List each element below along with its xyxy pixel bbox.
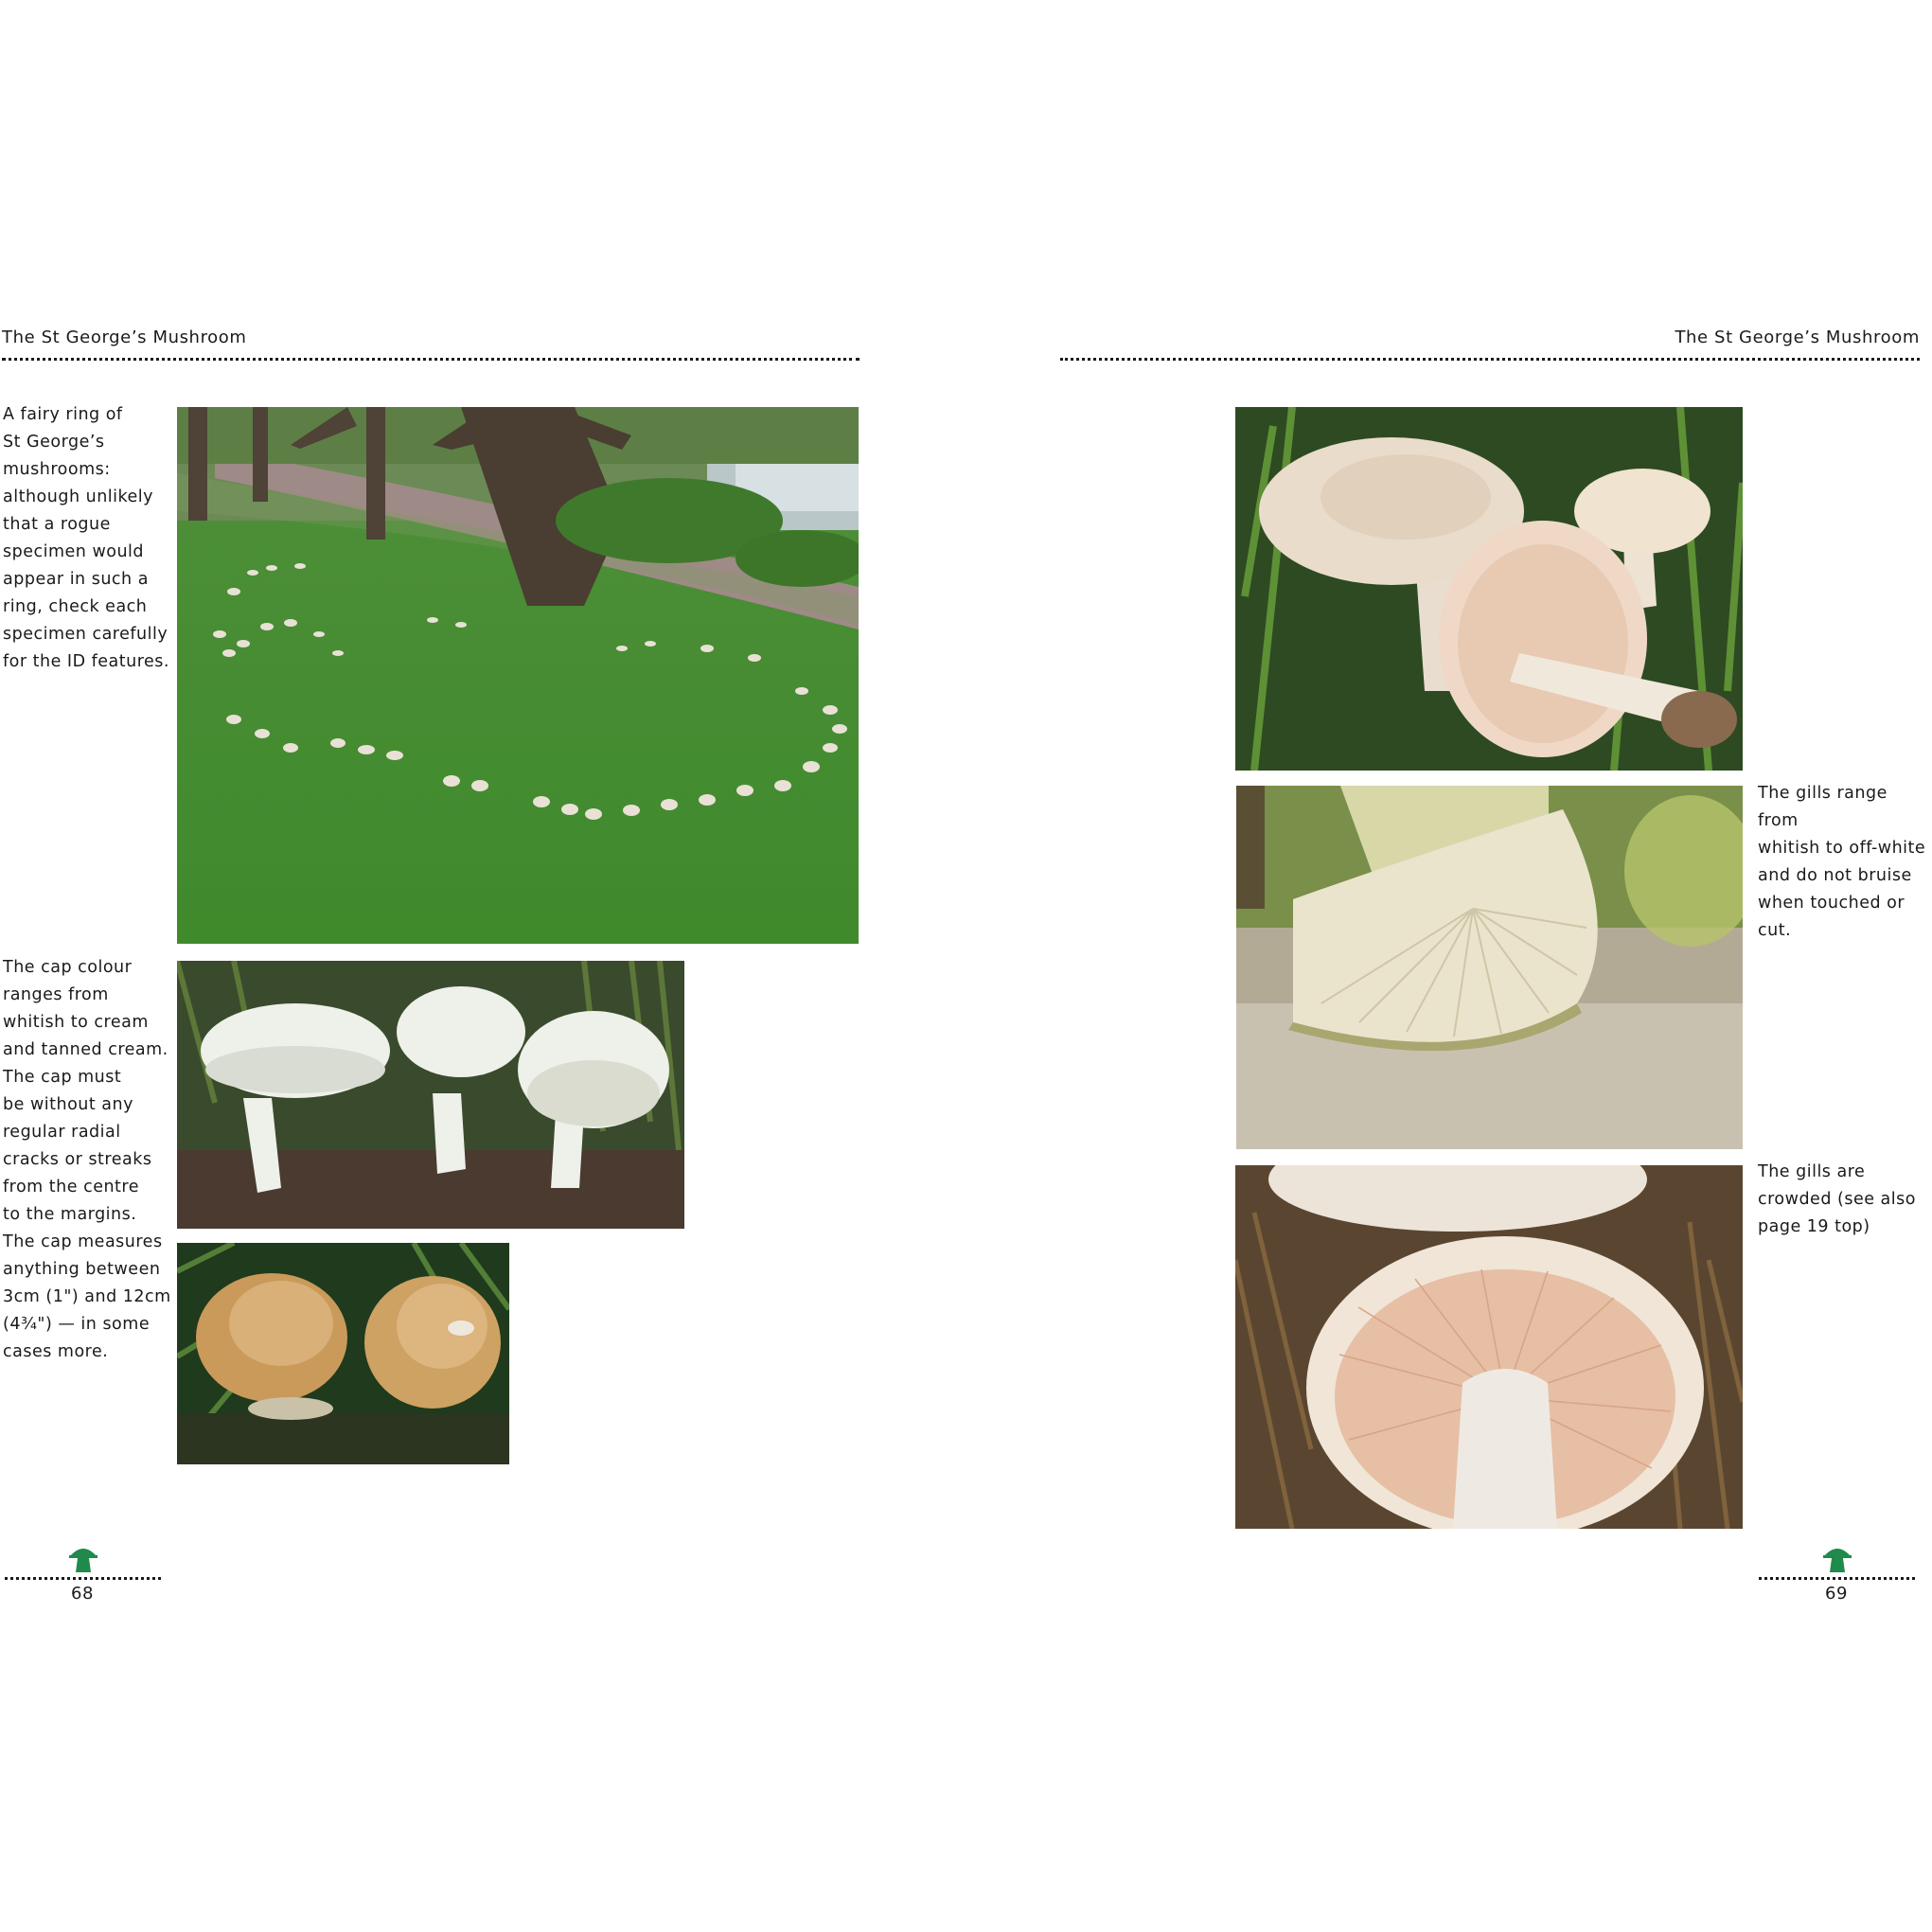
header-rule-left bbox=[2, 358, 860, 361]
running-head-right: The St George’s Mushroom bbox=[1675, 328, 1920, 347]
photo-three-mushrooms bbox=[177, 961, 684, 1229]
page-number-left: 68 bbox=[71, 1584, 94, 1604]
caption-gill-colour: The gills range from whitish to off-white and do not bruise when touched or cut. bbox=[1758, 784, 1926, 940]
caption-cap-colour: The cap colour ranges from whitish to cream and tanned cream. The cap must be without any regular radial cracks or streaks from the centre to the margins. The cap measures anything between 3cm (1") and 12cm (4¾") — in some cases more. bbox=[3, 958, 171, 1361]
mushroom-icon-right bbox=[1822, 1545, 1852, 1573]
photo-caps-in-grass bbox=[1235, 407, 1743, 771]
mushroom-icon bbox=[68, 1545, 98, 1573]
caption-fairy-ring: A fairy ring of St George’s mushrooms: although unlikely that a rogue specimen would appear in such a ring, check each specimen carefully for the ID features. bbox=[3, 405, 169, 671]
running-head-left: The St George’s Mushroom bbox=[2, 328, 247, 347]
photo-fairy-ring bbox=[177, 407, 859, 944]
photo-crowded-gills bbox=[1235, 1165, 1743, 1529]
header-rule-right bbox=[1060, 358, 1920, 361]
photo-tan-mushrooms bbox=[177, 1243, 509, 1464]
photo-gills-underside bbox=[1236, 786, 1743, 1149]
caption-gills-crowded: The gills are crowded (see also page 19 top) bbox=[1758, 1162, 1916, 1236]
page-number-right: 69 bbox=[1825, 1584, 1848, 1604]
footer-rule-left bbox=[5, 1577, 161, 1580]
footer-rule-right bbox=[1759, 1577, 1915, 1580]
